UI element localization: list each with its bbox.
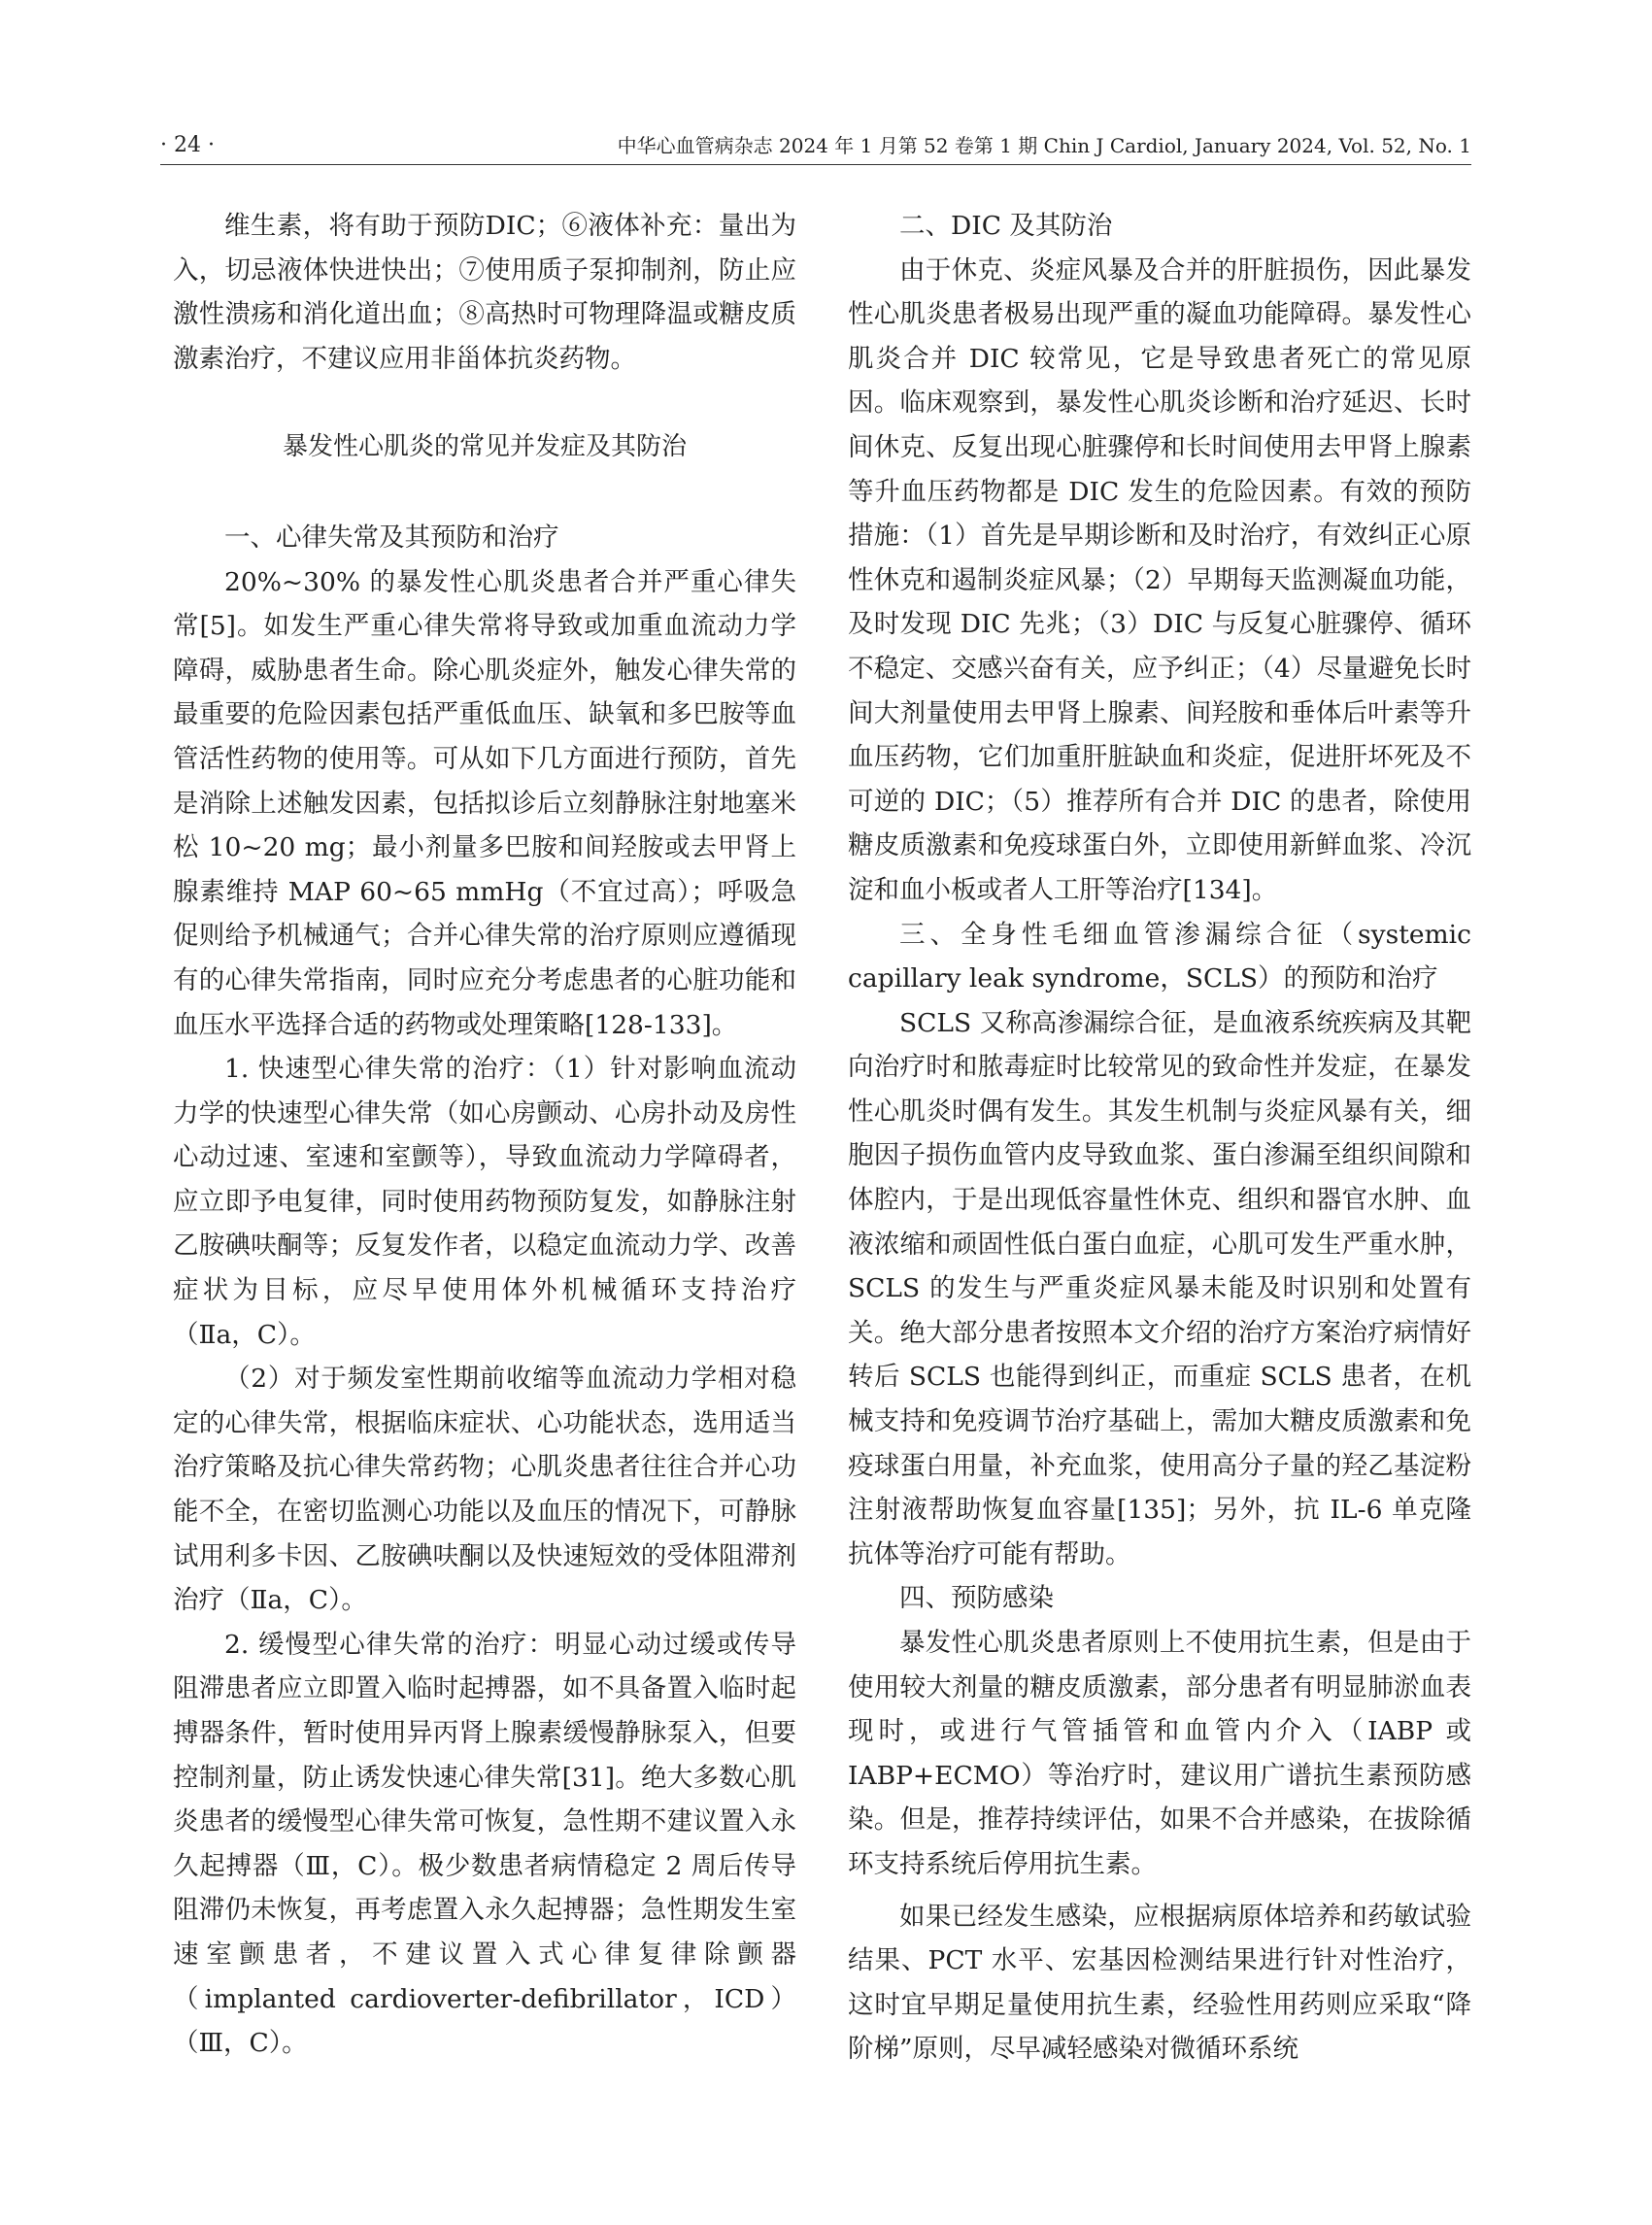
journal-citation: 中华心血管病杂志 2024 年 1 月第 52 卷第 1 期 Chin J Cardiol, January 2024, Vol. 52, No. 1: [617, 134, 1471, 157]
paragraph-dic: 由于休克、炎症风暴及合并的肝脏损伤，因此暴发性心肌炎患者极易出现严重的凝血功能障碍。暴发性心肌炎合并 DIC 较常见，它是导致患者死亡的常见原因。临床观察到，暴发性心肌炎诊断和治疗延迟、长时间休克、反复出现心脏骤停和长时间使用去甲肾上腺素等升血压药物都是 DIC 发生的危险因素。有效的预防措施：（1）首先是早期诊断和及时治疗，有效纠正心原性休克和遏制炎症风暴；（2）早期每天监测凝血功能，及时发现 DIC 先兆；（3）DIC 与反复心脏骤停、循环不稳定、交感兴奋有关，应予纠正；（4）尽量避免长时间大剂量使用去甲肾上腺素、间羟胺和垂体后叶素等升血压药物，它们加重肝脏缺血和炎症，促进肝坏死及不可逆的 DIC；（5）推荐所有合并 DIC 的患者，除使用糖皮质激素和免疫球蛋白外，立即使用新鲜血浆、冷沉淀和血小板或者人工肝等治疗[134]。: [848, 254, 1471, 905]
subsection-title-arrhythmia: 一、心律失常及其预防和治疗: [224, 522, 559, 553]
paragraph-tachyarrhythmia: 1. 快速型心律失常的治疗：（1）针对影响血流动力学的快速型心律失常（如心房颤动、心房扑动及房性心动过速、室速和室颤等），导致血流动力学障碍者，应立即予电复律，同时使用药物预防复发，如静脉注射乙胺碘呋酮等；反复发作者，以稳定血流动力学、改善症状为目标，应尽早使用体外机械循环支持治疗（Ⅱa，C）。: [173, 1054, 796, 1350]
right-column: [848, 204, 1471, 2072]
section-heading: 暴发性心肌炎的常见并发症及其防治: [282, 432, 687, 462]
paragraph-arrhythmia-overview: 20%~30% 的暴发性心肌炎患者合并严重心律失常[5]。如发生严重心律失常将导致或加重血流动力学障碍，威胁患者生命。除心肌炎症外，触发心律失常的最重要的危险因素包括严重低血压、缺氧和多巴胺等血管活性药物的使用等。可从如下几方面进行预防，首先是消除上述触发因素，包括拟诊后立刻静脉注射地塞米松 10~20 mg；最小剂量多巴胺和间羟胺或去甲肾上腺素维持 MAP 60~65 mmHg（不宜过高）；呼吸急促则给予机械通气；合并心律失常的治疗原则应遵循现有的心律失常指南，同时应充分考虑患者的心脏功能和血压水平选择合适的药物或处理策略[128-133]。: [173, 566, 796, 1040]
paragraph-scls: SCLS 又称高渗漏综合征，是血液系统疾病及其靶向治疗时和脓毒症时比较常见的致命性并发症，在暴发性心肌炎时偶有发生。其发生机制与炎症风暴有关，细胞因子损伤血管内皮导致血浆、蛋白渗漏至组织间隙和体腔内，于是出现低容量性休克、组织和器官水肿、血液浓缩和顽固性低白蛋白血症，心肌可发生严重水肿，SCLS 的发生与严重炎症风暴未能及时识别和处置有关。绝大部分患者按照本文介绍的治疗方案治疗病情好转后 SCLS 也能得到纠正，而重症 SCLS 患者，在机械支持和免疫调节治疗基础上，需加大糖皮质激素和免疫球蛋白用量，补充血浆，使用高分子量的羟乙基淀粉注射液帮助恢复血容量[135]；另外，抗 IL-6 单克隆抗体等治疗可能有帮助。: [848, 1007, 1471, 1569]
page-number: · 24 ·: [160, 133, 215, 157]
subsection-title-dic: 二、DIC 及其防治: [899, 211, 1113, 241]
paragraph-infection-treatment: 如果已经发生感染，应根据病原体培养和药敏试验结果、PCT 水平、宏基因检测结果进行针对性治疗，这时宜早期足量使用抗生素，经验性用药则应采取“降阶梯”原则，尽早减轻感染对微循环系统: [848, 1901, 1471, 2065]
paragraph-infection-prevention: 暴发性心肌炎患者原则上不使用抗生素，但是由于使用较大剂量的糖皮质激素，部分患者有明显肺淤血表现时，或进行气管插管和血管内介入（IABP 或 IABP+ECMO）等治疗时，建议用广谱抗生素预防感染。但是，推荐持续评估，如果不合并感染，在拔除循环支持系统后停用抗生素。: [848, 1628, 1471, 1879]
left-column: [173, 204, 796, 2066]
running-header: [160, 131, 1471, 165]
subsection-title-scls: 三、全身性毛细血管渗漏综合征（systemic capillary leak syndrome，SCLS）的预防和治疗: [848, 919, 1471, 995]
paragraph-bradyarrhythmia: 2. 缓慢型心律失常的治疗：明显心动过缓或传导阻滞患者应立即置入临时起搏器，如不具备置入临时起搏器条件，暂时使用异丙肾上腺素缓慢静脉泵入，但要控制剂量，防止诱发快速心律失常[31]。绝大多数心肌炎患者的缓慢型心律失常可恢复，急性期不建议置入永久起搏器（Ⅲ，C）。极少数患者病情稳定 2 周后传导阻滞仍未恢复，再考虑置入永久起搏器；急性期发生室速室颤患者，不建议置入式心律复律除颤器（implanted cardioverter-defibrillator，ICD）（Ⅲ，C）。: [173, 1629, 796, 2059]
paragraph-premature-contraction: （2）对于频发室性期前收缩等血流动力学相对稳定的心律失常，根据临床症状、心功能状态，选用适当治疗策略及抗心律失常药物；心肌炎患者往往合并心功能不全，在密切监测心功能以及血压的情况下，可静脉试用利多卡因、乙胺碘呋酮以及快速短效的受体阻滞剂治疗（Ⅱa，C）。: [173, 1364, 796, 1616]
paragraph-intro: 维生素，将有助于预防DIC；⑥液体补充：量出为入，切忌液体快进快出；⑦使用质子泵抑制剂，防止应激性溃疡和消化道出血；⑧高热时可物理降温或糖皮质激素治疗，不建议应用非甾体抗炎药物。: [173, 211, 796, 374]
subsection-title-infection: 四、预防感染: [899, 1583, 1054, 1614]
